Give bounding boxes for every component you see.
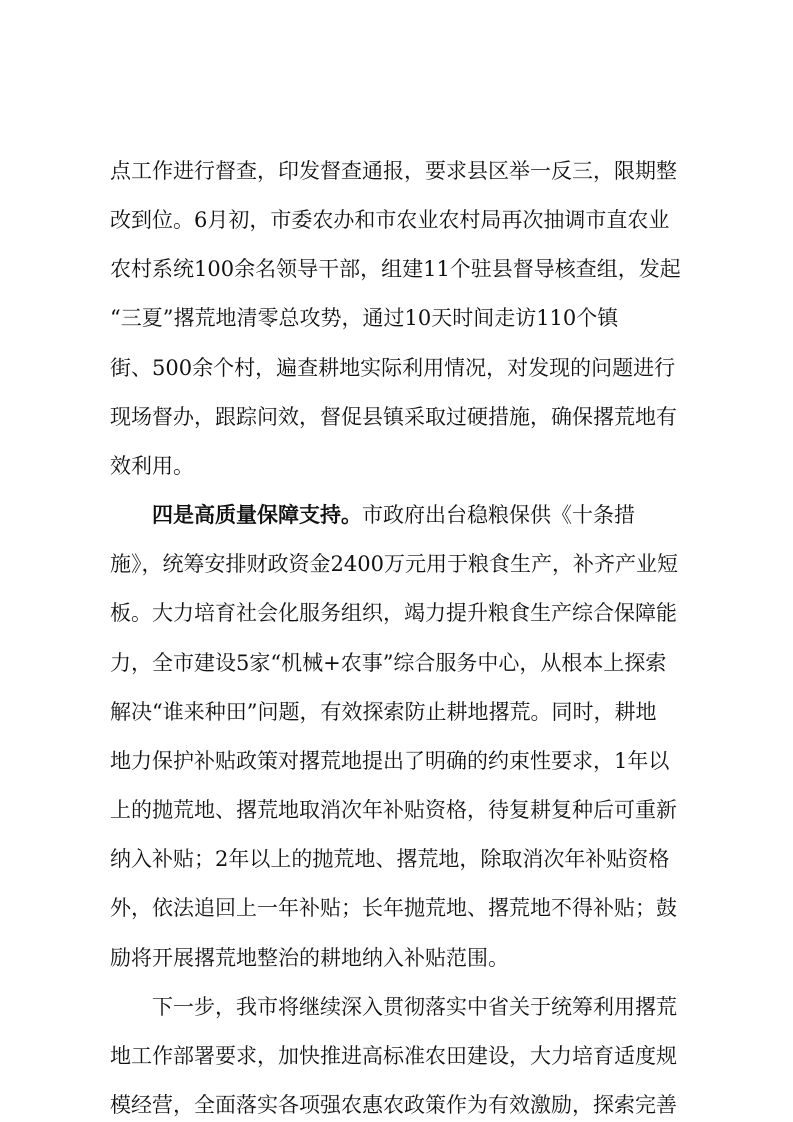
text-line: 模经营，全面落实各项强农惠农政策作为有效激励，探索完善 — [110, 1093, 677, 1117]
text-line: 力，全市建设5家“机械+农事”综合服务中心，从根本上探索 — [110, 651, 667, 675]
text-line: 地工作部署要求，加快推进高标准农田建设，大力培育适度规 — [110, 1044, 677, 1068]
text-line: 外，依法追回上一年补贴；长年抛荒地、撂荒地不得补贴；鼓 — [110, 896, 677, 920]
text-line: 改到位。6月初，市委农办和市农业农村局再次抽调市直农业 — [110, 208, 670, 232]
text-line: 点工作进行督查，印发督查通报，要求县区举一反三，限期整 — [110, 159, 677, 183]
text-line: 效利用。 — [110, 454, 194, 478]
text-line: 纳入补贴；2年以上的抛荒地、撂荒地，除取消次年补贴资格 — [110, 847, 670, 871]
paragraph-heading-rest: 市政府出台稳粮保供《十条措 — [362, 503, 635, 527]
text-line: “三夏”撂荒地清零总攻势，通过10天时间走访110个镇 — [110, 306, 619, 330]
text-line: 下一步，我市将继续深入贯彻落实中省关于统筹利用撂荒 — [152, 995, 677, 1019]
text-line: 街、500余个村，遍查耕地实际利用情况，对发现的问题进行 — [110, 356, 676, 380]
text-line: 励将开展撂荒地整治的耕地纳入补贴范围。 — [110, 946, 509, 970]
paragraph-heading: 四是高质量保障支持。 — [152, 502, 362, 527]
text-line: 地力保护补贴政策对撂荒地提出了明确的约束性要求，1年以 — [110, 749, 670, 773]
text-line: 农村系统100余名领导干部，组建11个驻县督导核查组，发起 — [110, 257, 681, 281]
text-line: 施》，统筹安排财政资金2400万元用于粮食生产，补齐产业短 — [110, 552, 678, 576]
text-line: 现场督办，跟踪问效，督促县镇采取过硬措施，确保撂荒地有 — [110, 405, 677, 429]
text-line: 解决“谁来种田”问题，有效探索防止耕地撂荒。同时，耕地 — [110, 700, 657, 724]
text-line — [152, 500, 690, 530]
text-line: 上的抛荒地、撂荒地取消次年补贴资格，待复耕复种后可重新 — [110, 798, 677, 822]
text-line: 板。大力培育社会化服务组织，竭力提升粮食生产综合保障能 — [110, 601, 677, 625]
